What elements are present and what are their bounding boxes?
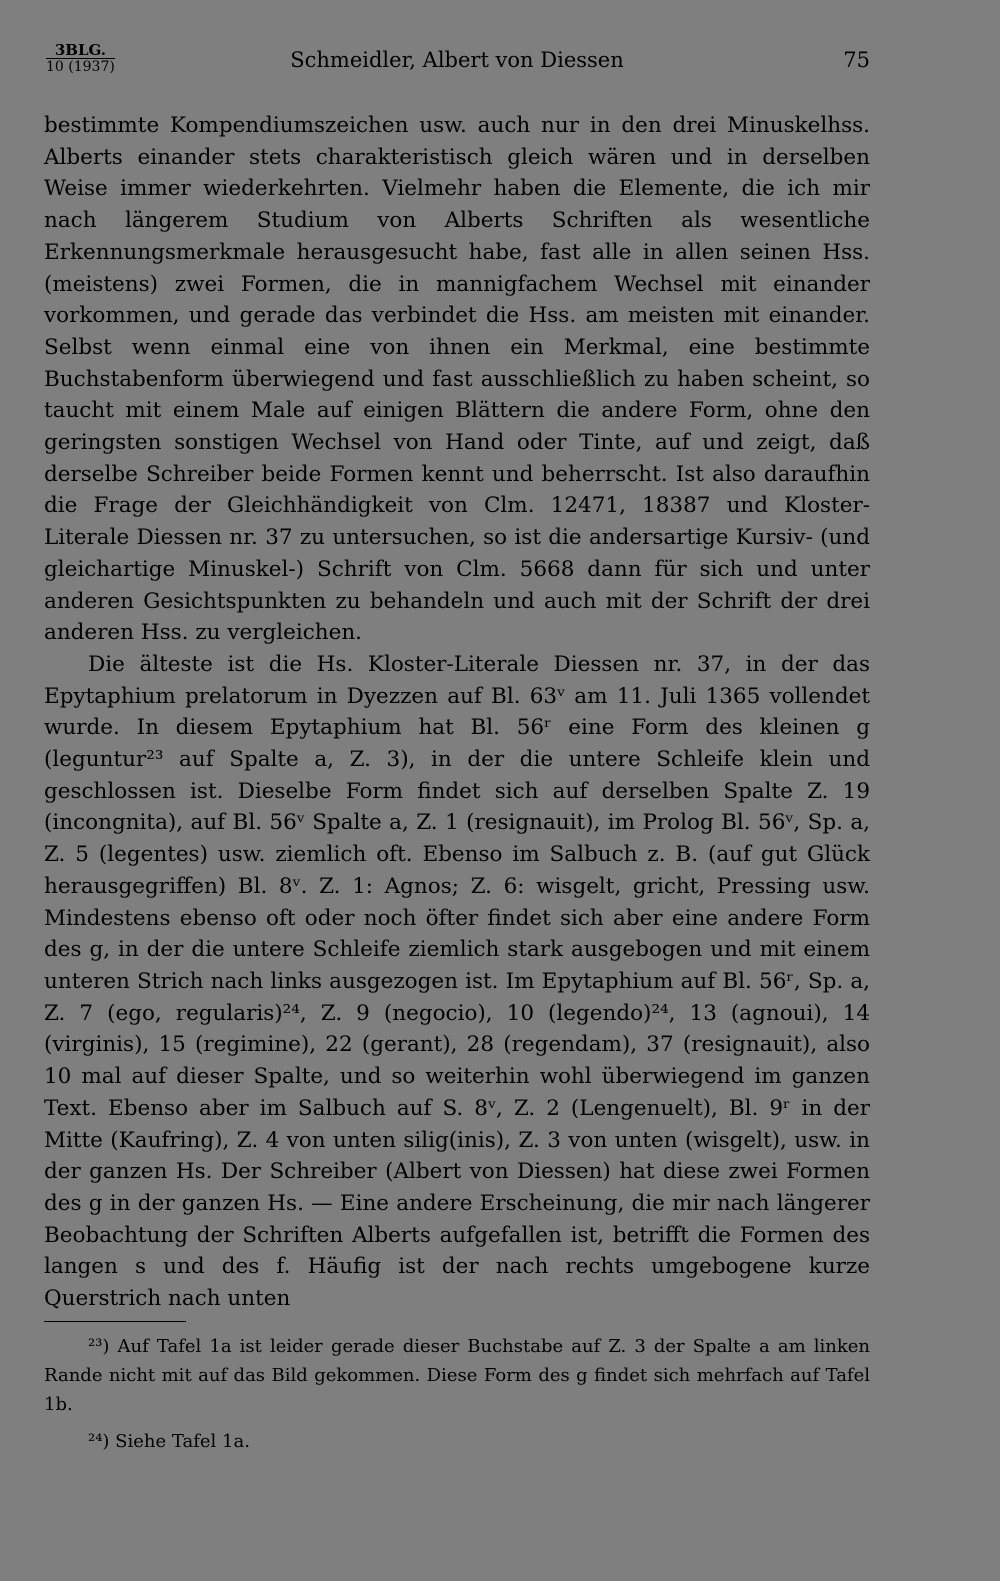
- paragraph: Die älteste ist die Hs. Kloster-Literale Diessen nr. 37, in der das Epytaphium prelatorum in Dyezzen auf Bl. 63ᵛ am 11. Juli 1365 vollendet wurde. In diesem Epytaphium hat Bl. 56ʳ eine Form des kleinen g (leguntur²³ auf Spalte a, Z. 3), in der die untere Schleife klein und geschlossen ist. Dieselbe Form findet sich auf derselben Spalte Z. 19 (incongnita), auf Bl. 56ᵛ Spalte a, Z. 1 (resignauit), im Prolog Bl. 56ᵛ, Sp. a, Z. 5 (legentes) usw. ziemlich oft. Ebenso im Salbuch z. B. (auf gut Glück herausgegriffen) Bl. 8ᵛ. Z. 1: Agnos; Z. 6: wisgelt, gricht, Pressing usw. Mindestens ebenso oft oder noch öfter findet sich aber eine andere Form des g, in der die untere Schleife ziemlich stark ausgebogen und mit einem unteren Strich nach links ausgezogen ist. Im Epytaphium auf Bl. 56ʳ, Sp. a, Z. 7 (ego, regularis)²⁴, Z. 9 (negocio), 10 (legendo)²⁴, 13 (agnoui), 14 (virginis), 15 (regimine), 22 (gerant), 28 (regendam), 37 (resignauit), also 10 mal auf dieser Spalte, und so weiterhin wohl überwiegend im ganzen Text. Ebenso aber im Salbuch auf S. 8ᵛ, Z. 2 (Lengenuelt), Bl. 9ʳ in der Mitte (Kaufring), Z. 4 von unten silig(inis), Z. 3 von unten (wisgelt), usw. in der ganzen Hs. Der Schreiber (Albert von Diessen) hat diese zwei Formen des g in der ganzen Hs. — Eine andere Erscheinung, die mir nach längerer Beobachtung der Schriften Alberts aufgefallen ist, betrifft die Formen des langen s und des f. Häufig ist der nach rechts umgebogene kurze Querstrich nach unten: [44, 651, 870, 1312]
- page-number: 75: [843, 48, 870, 72]
- footnote-24: ²⁴) Siehe Tafel 1a.: [88, 1430, 250, 1452]
- journal-abbreviation: 3BLG.: [46, 42, 115, 59]
- running-title: Schmeidler, Albert von Diessen: [290, 48, 624, 72]
- page-header: [44, 40, 870, 80]
- document-page: [44, 40, 870, 1464]
- footnote-23: ²³) Auf Tafel 1a ist leider gerade dieser Buchstabe auf Z. 3 der Spalte a am linken Rande nicht mit auf das Bild gekommen. Diese Form des g findet sich mehrfach auf Tafel 1b.: [44, 1335, 870, 1415]
- journal-volume: 10 (1937): [46, 59, 115, 75]
- paragraph-continuation: bestimmte Kompendiumszeichen usw. auch nur in den drei Minuskelhss. Alberts einander stets charakteristisch gleich wären und in derselben Weise immer wiederkehrten. Vielmehr haben die Elemente, die ich mir nach längerem Studium von Alberts Schriften als wesentliche Erkennungsmerkmale herausgesucht habe, fast alle in allen seinen Hss. (meistens) zwei Formen, die in mannigfachem Wechsel mit einander vorkommen, und gerade das verbindet die Hss. am meisten mit einander. Selbst wenn einmal eine von ihnen ein Merkmal, eine bestimmte Buchstabenform überwiegend und fast ausschließlich zu haben scheint, so taucht mit einem Male auf einigen Blättern die andere Form, ohne den geringsten sonstigen Wechsel von Hand oder Tinte, auf und zeigt, daß derselbe Schreiber beide Formen kennt und beherrscht. Ist also daraufhin die Frage der Gleichhändigkeit von Clm. 12471, 18387 und Kloster-Literale Diessen nr. 37 zu untersuchen, so ist die andersartige Kursiv- (und gleichartige Minuskel-) Schrift von Clm. 5668 dann für sich und unter anderen Gesichtspunkten zu behandeln und auch mit der Schrift der drei anderen Hss. zu vergleichen.: [44, 113, 870, 646]
- footnotes: [44, 1332, 870, 1456]
- footnote-divider: [44, 1321, 186, 1322]
- body-text: [44, 110, 870, 1315]
